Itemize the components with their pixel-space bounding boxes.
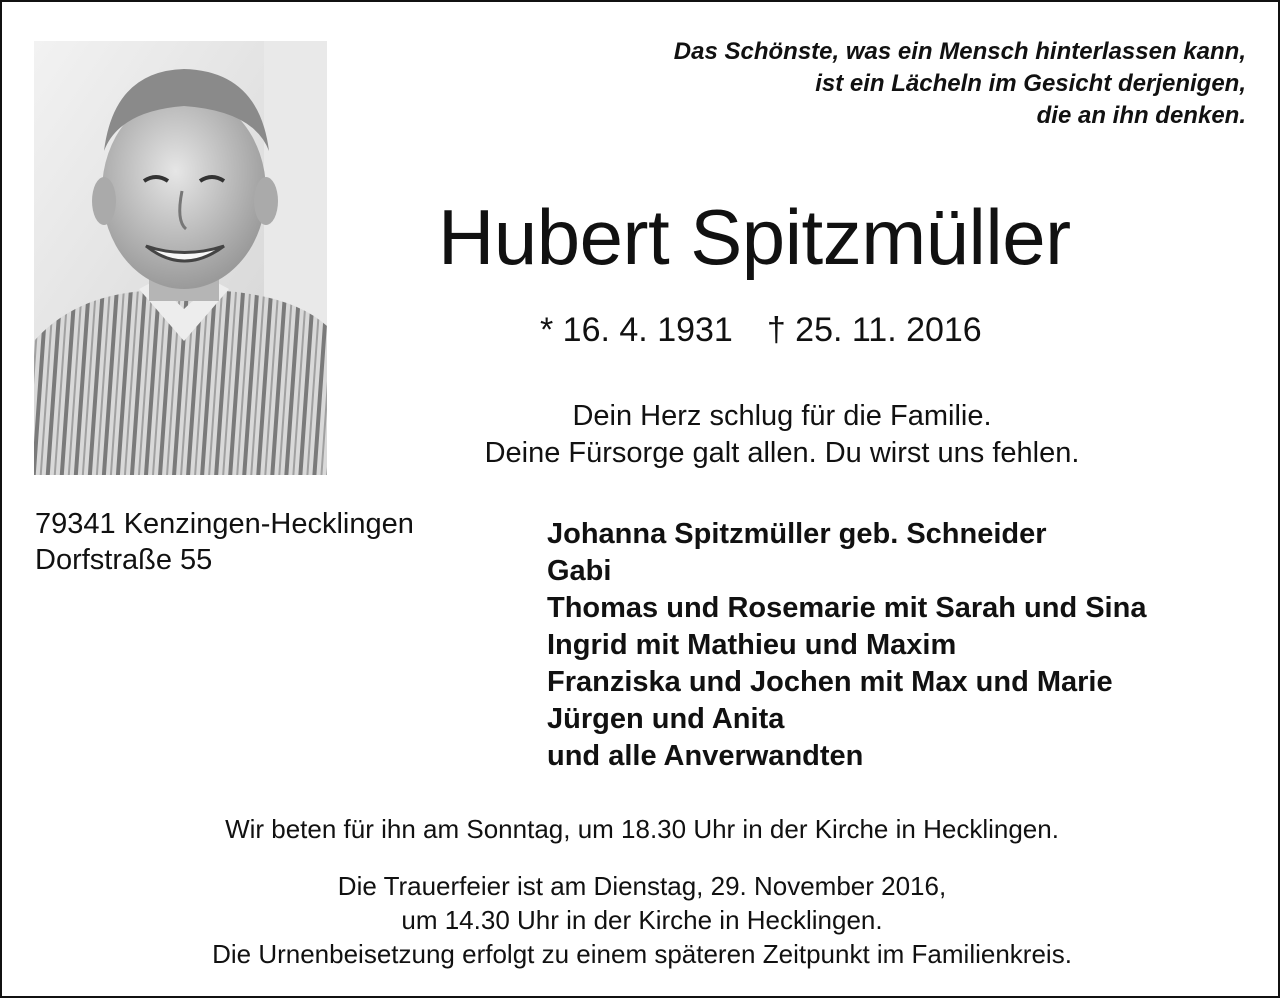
mourner-entry: Johanna Spitzmüller geb. Schneider xyxy=(547,518,1047,550)
epigraph-quote xyxy=(486,36,1246,132)
prayer-announcement xyxy=(2,812,1280,846)
mourner-entry: Thomas und Rosemarie mit Sarah und Sina xyxy=(547,592,1147,624)
address-line: 79341 Kenzingen-Hecklingen xyxy=(35,508,414,540)
birth-date: * 16. 4. 1931 xyxy=(540,311,733,349)
quote-line: Das Schönste, was ein Mensch hinterlassen kann, xyxy=(673,38,1246,65)
motto-line: Deine Fürsorge galt allen. Du wirst uns fehlen. xyxy=(484,437,1080,469)
funeral-announcement xyxy=(2,869,1280,971)
mourner-entry: Jürgen und Anita xyxy=(547,703,785,735)
death-date: † 25. 11. 2016 xyxy=(766,311,982,349)
mourners-list xyxy=(547,516,1146,775)
portrait-photo xyxy=(34,41,327,475)
mourner-entry: Franziska und Jochen mit Max und Marie xyxy=(547,666,1113,698)
quote-line: ist ein Lächeln im Gesicht derjenigen, xyxy=(815,70,1246,97)
life-dates xyxy=(540,308,982,352)
quote-line: die an ihn denken. xyxy=(1036,102,1246,129)
mourner-entry: Ingrid mit Mathieu und Maxim xyxy=(547,629,957,661)
prayer-line: Wir beten für ihn am Sonntag, um 18.30 Uhr in der Kirche in Hecklingen. xyxy=(225,814,1059,844)
memorial-motto xyxy=(382,398,1182,472)
funeral-line: Die Trauerfeier ist am Dienstag, 29. November 2016, xyxy=(337,871,947,901)
mourner-entry: und alle Anverwandten xyxy=(547,740,864,772)
funeral-line: Die Urnenbeisetzung erfolgt zu einem späteren Zeitpunkt im Familienkreis. xyxy=(212,939,1072,969)
funeral-line: um 14.30 Uhr in der Kirche in Hecklingen. xyxy=(401,905,883,935)
address-line: Dorfstraße 55 xyxy=(35,544,213,576)
motto-line: Dein Herz schlug für die Familie. xyxy=(572,400,992,432)
mourner-entry: Gabi xyxy=(547,555,612,587)
deceased-name: Hubert Spitzmüller xyxy=(438,193,1071,281)
family-address xyxy=(35,506,414,578)
